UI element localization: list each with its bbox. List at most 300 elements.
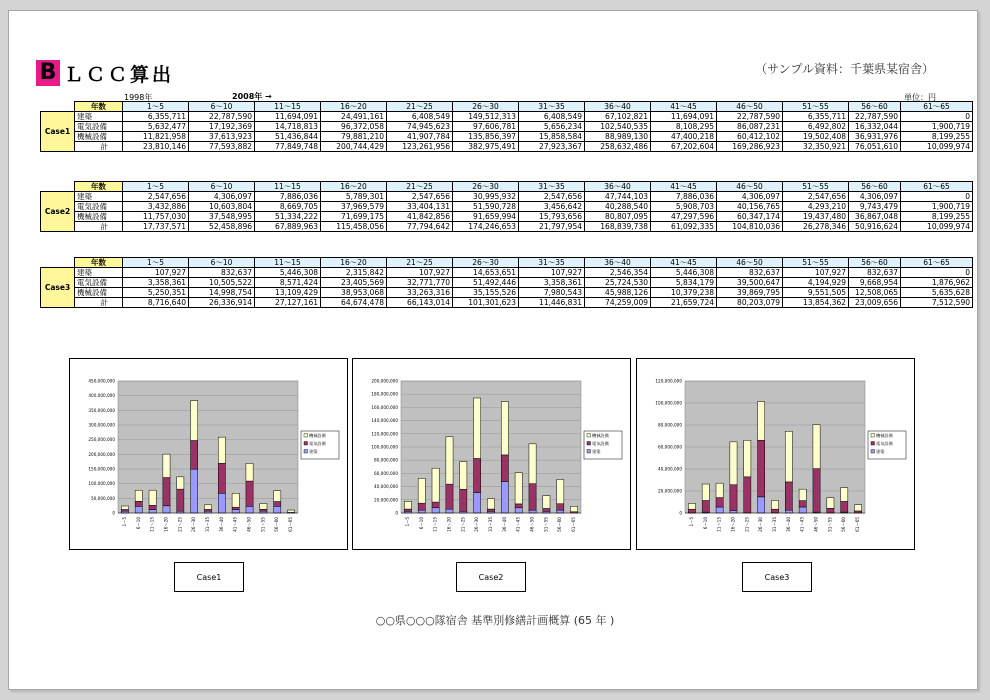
value-cell: 10,603,804 [189,202,255,212]
bar-segment [785,431,792,482]
value-cell: 3,358,361 [123,278,189,288]
value-cell: 36,867,048 [849,212,901,222]
case3-label-box: Case3 [742,562,812,592]
legend-label: 電気設備 [592,441,609,446]
value-cell: 51,334,222 [255,212,321,222]
bar-segment [501,481,508,513]
lcc-table-case2 [40,181,973,232]
table-row [41,112,973,122]
legend-swatch [871,434,875,438]
value-cell: 21,797,954 [519,222,585,232]
year-start: 1998年 [124,93,153,102]
bar-segment [813,425,820,469]
footer-caption: ○○県○○○隊宿舎 基準別修繕計画概算 (65 年 ) [375,614,615,627]
plot-area [118,381,298,513]
value-cell: 832,637 [717,268,783,278]
value-cell: 123,261,956 [387,142,453,152]
table-row [41,288,973,298]
table-header-row [41,102,973,112]
value-cell: 2,547,656 [387,192,453,202]
value-cell: 30,995,932 [453,192,519,202]
column-header-period: 11～15 [255,102,321,112]
bar-segment [404,509,411,511]
value-cell: 6,408,549 [519,112,585,122]
bar-segment [218,463,225,493]
bar-segment [529,510,536,513]
y-tick-label: 40,000,000 [658,466,682,472]
value-cell: 8,716,640 [123,298,189,308]
value-cell: 5,656,234 [519,122,585,132]
column-header-period: 61～65 [901,258,973,268]
value-cell: 35,155,526 [453,288,519,298]
value-cell: 51,590,728 [453,202,519,212]
value-cell: 17,192,369 [189,122,255,132]
value-cell: 14,998,754 [189,288,255,298]
value-cell: 23,405,569 [321,278,387,288]
value-cell: 86,087,231 [717,122,783,132]
legend-label: 機械設備 [592,433,609,438]
bar-segment [543,508,550,511]
x-tick-label: 51～55 [543,517,549,532]
bar-segment [218,437,225,463]
column-header-period: 31～35 [519,102,585,112]
x-tick-label: 41～45 [515,517,521,532]
value-cell: 96,372,058 [321,122,387,132]
bar-segment [813,469,820,512]
y-tick-label: 60,000,000 [374,470,398,476]
legend-swatch [871,442,875,446]
x-tick-label: 61～65 [571,517,577,532]
bar-segment [404,501,411,509]
table-row [41,212,973,222]
value-cell: 67,889,963 [255,222,321,232]
table-row [41,222,973,232]
header-spacer [41,182,75,192]
y-tick-label: 0 [679,510,682,516]
column-header-period: 41～45 [651,258,717,268]
value-cell: 6,408,549 [387,112,453,122]
bar-segment [744,440,751,477]
column-header-period: 36～40 [585,102,651,112]
value-cell: 50,916,624 [849,222,901,232]
bar-segment [515,473,522,504]
value-cell: 77,794,642 [387,222,453,232]
bar-segment [121,506,128,509]
x-tick-label: 36～40 [218,517,224,532]
column-header-label: 年数 [75,258,123,268]
bar-segment [149,510,156,513]
value-cell: 91,659,994 [453,212,519,222]
value-cell: 258,632,486 [585,142,651,152]
value-cell: 10,505,522 [189,278,255,288]
bar-segment [432,468,439,502]
value-cell: 8,571,424 [255,278,321,288]
value-cell: 40,156,765 [717,202,783,212]
bar-segment [716,483,723,497]
bar-segment [688,503,695,509]
bar-segment [688,509,695,513]
bar-segment [191,441,198,470]
bar-segment [799,507,806,513]
bar-segment [260,504,267,510]
value-cell: 3,456,642 [519,202,585,212]
sample-note: （サンプル資料：千葉県某宿舎） [755,62,934,76]
y-tick-label: 120,000,000 [655,378,682,384]
value-cell: 149,512,313 [453,112,519,122]
bar-segment [163,478,170,506]
bar-segment [827,498,834,509]
table-row [41,202,973,212]
x-tick-label: 46～50 [813,517,819,532]
bar-segment [446,509,453,513]
y-tick-label: 50,000,000 [91,495,115,501]
bar-segment [501,402,508,455]
value-cell: 41,842,856 [387,212,453,222]
bar-segment [474,398,481,458]
value-cell: 26,336,914 [189,298,255,308]
table-row [41,278,973,288]
value-cell: 22,787,590 [849,112,901,122]
row-label: 電気設備 [75,278,123,288]
y-tick-label: 250,000,000 [88,437,115,443]
value-cell: 5,250,351 [123,288,189,298]
bar-segment [799,501,806,507]
value-cell: 39,869,795 [717,288,783,298]
year-end: 2008年 → [232,92,272,101]
bar-segment [771,509,778,513]
x-tick-label: 51～55 [260,517,266,532]
column-header-period: 1～5 [123,182,189,192]
y-tick-label: 0 [395,510,398,516]
value-cell: 101,301,623 [453,298,519,308]
lcc-table-case3 [40,257,973,308]
row-label: 機械設備 [75,212,123,222]
value-cell: 4,194,929 [783,278,849,288]
column-header-period: 51～55 [783,182,849,192]
value-cell: 51,492,446 [453,278,519,288]
value-cell: 5,908,703 [651,202,717,212]
y-tick-label: 350,000,000 [88,407,115,413]
value-cell: 104,810,036 [717,222,783,232]
x-tick-label: 21～25 [460,517,466,532]
column-header-period: 26～30 [453,182,519,192]
value-cell: 41,907,784 [387,132,453,142]
bar-segment [260,509,267,511]
y-tick-label: 200,000,000 [371,378,398,384]
y-tick-label: 0 [112,510,115,516]
legend-label: 建築 [876,449,885,454]
chart-case2-svg [353,359,630,549]
legend-label: 電気設備 [876,441,893,446]
unit-label: 単位：円 [904,93,936,102]
value-cell: 6,355,711 [123,112,189,122]
value-cell: 5,789,301 [321,192,387,202]
value-cell: 107,927 [387,268,453,278]
bar-segment [432,502,439,508]
value-cell: 6,355,711 [783,112,849,122]
value-cell: 19,502,408 [783,132,849,142]
column-header-period: 56～60 [849,182,901,192]
value-cell: 5,834,179 [651,278,717,288]
bar-segment [474,458,481,492]
value-cell: 77,593,882 [189,142,255,152]
value-cell: 174,246,653 [453,222,519,232]
row-label: 計 [75,142,123,152]
value-cell: 5,446,308 [255,268,321,278]
value-cell: 8,199,255 [901,212,973,222]
value-cell: 107,927 [783,268,849,278]
bar-segment [702,501,709,513]
chart-case3-svg [637,359,914,549]
bar-segment [232,510,239,513]
column-header-period: 21～25 [387,102,453,112]
value-cell: 19,437,480 [783,212,849,222]
value-cell: 0 [901,112,973,122]
y-tick-label: 450,000,000 [88,378,115,384]
bar-segment [841,488,848,502]
bar-segment [163,506,170,513]
chart-case3 [636,358,915,550]
case-label: Case1 [41,112,75,152]
value-cell: 102,540,535 [585,122,651,132]
x-tick-label: 16～20 [163,517,169,532]
x-tick-label: 46～50 [246,517,252,532]
x-tick-label: 56～60 [557,517,563,532]
bar-segment [135,506,142,513]
bar-segment [274,491,281,502]
bar-segment [163,454,170,477]
bar-segment [515,508,522,513]
column-header-period: 51～55 [783,102,849,112]
legend-swatch [587,434,591,438]
value-cell: 76,051,610 [849,142,901,152]
x-tick-label: 1～5 [688,517,694,527]
bar-segment [149,505,156,509]
value-cell: 22,787,590 [717,112,783,122]
row-label: 建築 [75,192,123,202]
value-cell: 115,458,056 [321,222,387,232]
bar-segment [246,506,253,513]
value-cell: 15,793,656 [519,212,585,222]
bar-segment [557,504,564,510]
row-label: 機械設備 [75,288,123,298]
column-header-label: 年数 [75,182,123,192]
value-cell: 11,757,030 [123,212,189,222]
chart-case1-svg [70,359,347,549]
value-cell: 169,286,923 [717,142,783,152]
value-cell: 52,458,896 [189,222,255,232]
value-cell: 11,694,091 [255,112,321,122]
value-cell: 1,900,719 [901,202,973,212]
value-cell: 67,102,821 [585,112,651,122]
value-cell: 107,927 [123,268,189,278]
case2-label-box: Case2 [456,562,526,592]
x-tick-label: 6～10 [418,517,424,530]
value-cell: 25,724,530 [585,278,651,288]
x-tick-label: 26～30 [758,517,764,532]
table-row [41,122,973,132]
x-tick-label: 56～60 [841,517,847,532]
legend-swatch [587,442,591,446]
bar-segment [730,442,737,485]
value-cell: 39,500,647 [717,278,783,288]
y-tick-label: 40,000,000 [374,484,398,490]
row-label: 計 [75,298,123,308]
y-tick-label: 100,000,000 [655,400,682,406]
bar-segment [529,444,536,484]
column-header-period: 1～5 [123,258,189,268]
bar-segment [758,497,765,513]
bar-segment [446,437,453,484]
value-cell: 40,288,540 [585,202,651,212]
y-tick-label: 150,000,000 [88,466,115,472]
x-tick-label: 36～40 [501,517,507,532]
bar-segment [785,510,792,513]
value-cell: 27,923,367 [519,142,585,152]
value-cell: 2,547,656 [783,192,849,202]
x-tick-label: 11～15 [432,517,438,532]
column-header-period: 56～60 [849,258,901,268]
column-header-period: 1～5 [123,102,189,112]
column-header-period: 41～45 [651,102,717,112]
value-cell: 74,259,009 [585,298,651,308]
legend-swatch [871,450,875,454]
case1-label-box: Case1 [174,562,244,592]
value-cell: 21,659,724 [651,298,717,308]
bar-segment [460,489,467,511]
column-header-period: 11～15 [255,258,321,268]
title-badge: B [36,60,60,86]
column-header-period: 26～30 [453,258,519,268]
legend-label: 電気設備 [309,441,326,446]
x-tick-label: 16～20 [446,517,452,532]
value-cell: 61,092,335 [651,222,717,232]
bar-segment [744,477,751,513]
table-row [41,142,973,152]
bar-segment [771,500,778,509]
row-label: 建築 [75,268,123,278]
bar-segment [799,489,806,500]
y-tick-label: 300,000,000 [88,422,115,428]
value-cell: 9,668,954 [849,278,901,288]
value-cell: 4,306,097 [189,192,255,202]
bar-segment [177,477,184,489]
value-cell: 1,876,962 [901,278,973,288]
bar-segment [841,501,848,512]
value-cell: 2,546,354 [585,268,651,278]
row-label: 電気設備 [75,122,123,132]
value-cell: 168,839,738 [585,222,651,232]
column-header-period: 6～10 [189,258,255,268]
column-header-period: 61～65 [901,102,973,112]
value-cell: 1,900,719 [901,122,973,132]
value-cell: 27,127,161 [255,298,321,308]
bar-segment [177,489,184,511]
value-cell: 10,379,238 [651,288,717,298]
bar-segment [487,509,494,511]
value-cell: 77,849,748 [255,142,321,152]
case-label: Case2 [41,192,75,232]
chart-case1 [69,358,348,550]
value-cell: 832,637 [849,268,901,278]
value-cell: 38,953,068 [321,288,387,298]
bar-segment [460,462,467,490]
bar-segment [232,493,239,507]
value-cell: 47,400,218 [651,132,717,142]
value-cell: 97,606,781 [453,122,519,132]
y-tick-label: 100,000,000 [371,444,398,450]
bar-segment [515,504,522,508]
x-tick-label: 26～30 [191,517,197,532]
column-header-period: 21～25 [387,258,453,268]
bar-segment [702,484,709,500]
column-header-period: 31～35 [519,258,585,268]
bar-segment [135,490,142,501]
value-cell: 80,203,079 [717,298,783,308]
row-label: 計 [75,222,123,232]
bar-segment [474,493,481,513]
y-tick-label: 100,000,000 [88,481,115,487]
y-tick-label: 140,000,000 [371,418,398,424]
value-cell: 8,108,295 [651,122,717,132]
bar-segment [730,510,737,513]
column-header-period: 41～45 [651,182,717,192]
value-cell: 47,744,103 [585,192,651,202]
value-cell: 107,927 [519,268,585,278]
bar-segment [191,469,198,513]
value-cell: 17,737,571 [123,222,189,232]
y-tick-label: 80,000,000 [658,422,682,428]
value-cell: 7,886,036 [255,192,321,202]
case-label: Case3 [41,268,75,308]
x-tick-label: 21～25 [177,517,183,532]
legend-label: 機械設備 [309,433,326,438]
x-tick-label: 41～45 [799,517,805,532]
bar-segment [501,455,508,482]
bar-segment [149,490,156,505]
legend-swatch [587,450,591,454]
value-cell: 32,350,921 [783,142,849,152]
column-header-period: 16～20 [321,258,387,268]
value-cell: 14,653,651 [453,268,519,278]
value-cell: 80,807,095 [585,212,651,222]
x-tick-label: 1～5 [121,517,127,527]
bar-segment [716,498,723,507]
bar-segment [446,484,453,509]
table-row [41,192,973,202]
bar-segment [854,505,861,511]
value-cell: 16,332,044 [849,122,901,132]
column-header-period: 6～10 [189,102,255,112]
x-tick-label: 36～40 [785,517,791,532]
bar-segment [570,506,577,511]
value-cell: 37,613,923 [189,132,255,142]
value-cell: 7,886,036 [651,192,717,202]
bar-segment [785,482,792,510]
value-cell: 13,854,362 [783,298,849,308]
bar-segment [274,506,281,513]
bar-segment [557,479,564,503]
value-cell: 8,199,255 [901,132,973,142]
bar-segment [418,510,425,513]
value-cell: 0 [901,192,973,202]
bar-segment [716,507,723,513]
value-cell: 67,202,604 [651,142,717,152]
value-cell: 47,297,596 [651,212,717,222]
x-tick-label: 31～35 [205,517,210,532]
x-tick-label: 16～20 [730,517,736,532]
bar-segment [274,502,281,507]
